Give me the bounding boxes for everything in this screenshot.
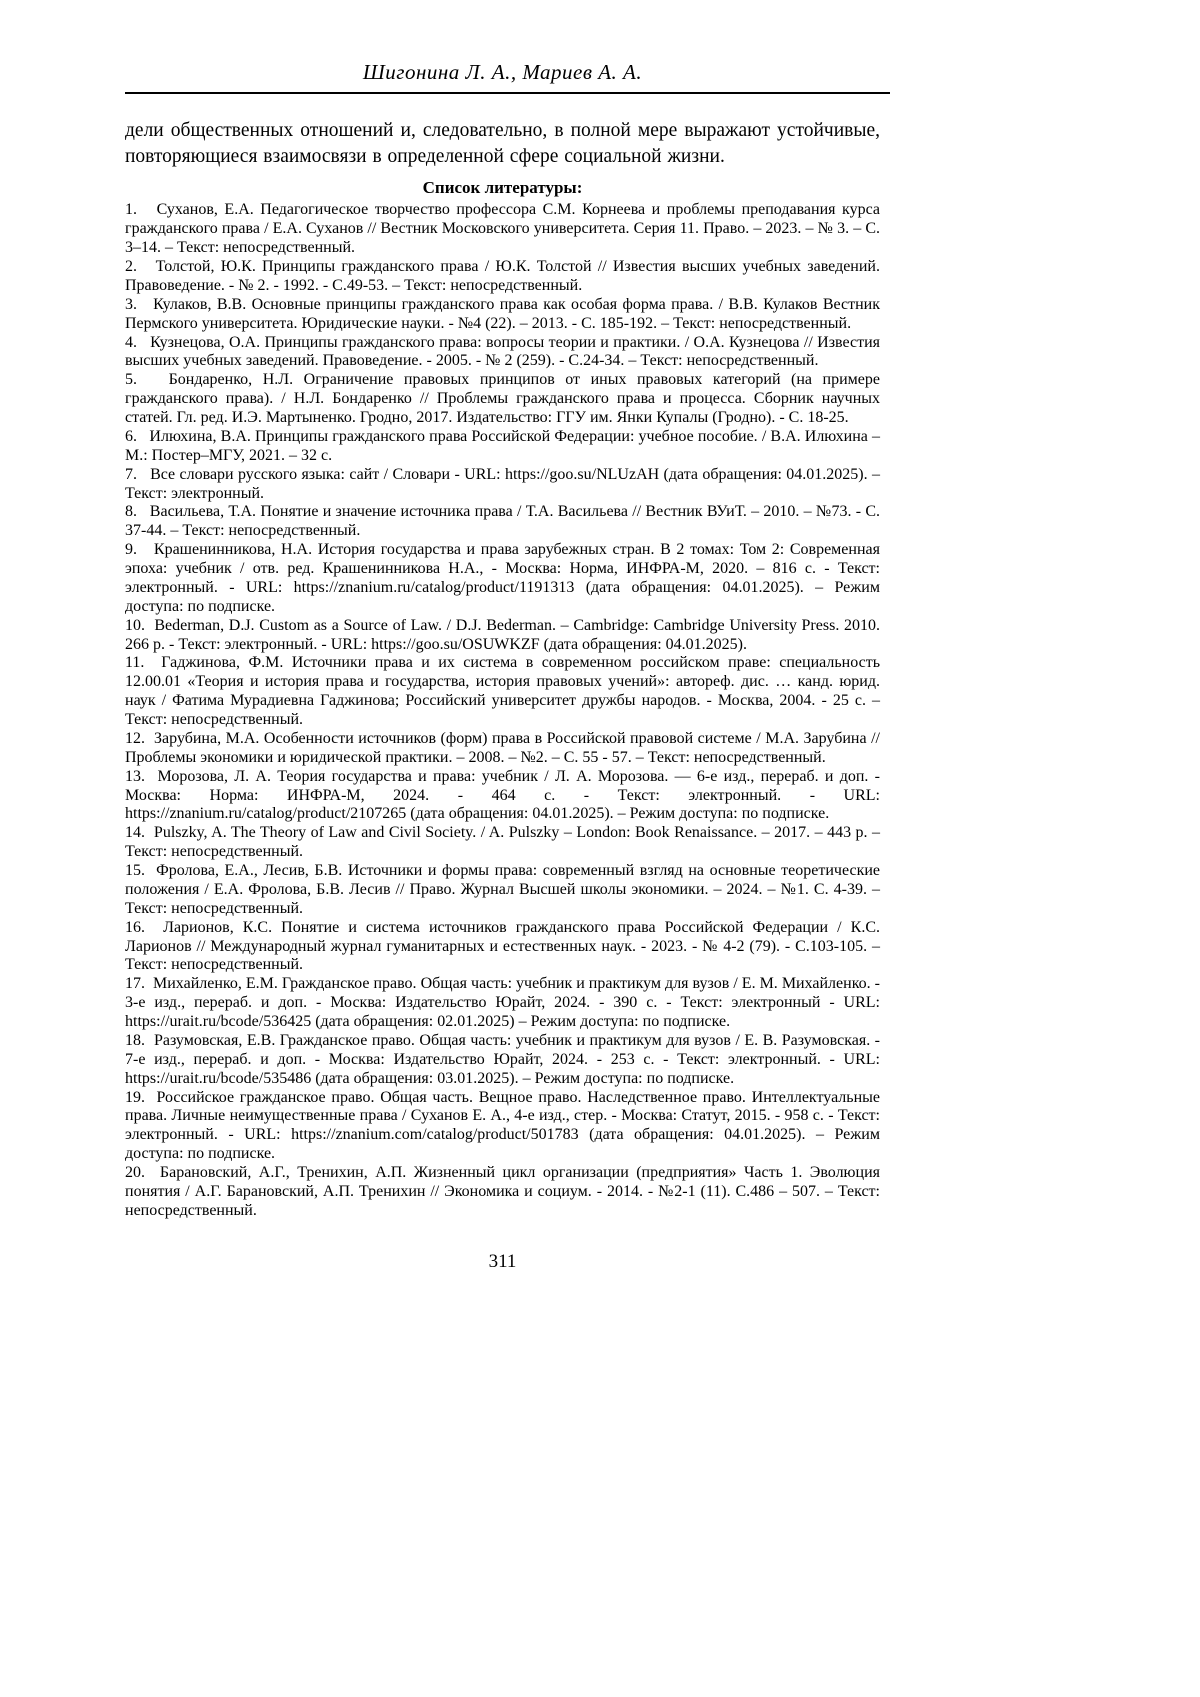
reference-item: 16. Ларионов, К.С. Понятие и система источников гражданского права Российской Федерации / К.С. Ларионов // Международный журнал гуманитарных и естественных наук. - 2023. - № 4-2 (79). - С.103-105. – Текст: непосредственный. [125,918,880,974]
reference-item: 13. Морозова, Л. А. Теория государства и права: учебник / Л. А. Морозова. — 6-е изд., перераб. и доп. - Москва: Норма: ИНФРА-М, 2024. - 464 с. - Текст: электронный. - URL: https://znanium.ru/catalog/product/2107265 (дата обращения: 04.01.2025). – Режим доступа: по подписке. [125,767,880,823]
reference-item: 2. Толстой, Ю.К. Принципы гражданского права / Ю.К. Толстой // Известия высших учебных заведений. Правоведение. - № 2. - 1992. - С.49-53. – Текст: непосредственный. [125,258,880,294]
reference-item: 10. Bederman, D.J. Custom as a Source of Law. / D.J. Bederman. – Cambridge: Cambridge University Press. 2010. 266 p. - Текст: электронный. - URL: https://goo.su/OSUWKZF (дата обращения: 04.01.2025). [125,616,880,653]
reference-item: 15. Фролова, Е.А., Лесив, Б.В. Источники и формы права: современный взгляд на основные теоретические положения / Е.А. Фролова, Б.В. Лесив // Право. Журнал Высшей школы экономики. – 2024. – №1. С. 4-39. – Текст: непосредственный. [125,862,880,917]
reference-item: 19. Российское гражданское право. Общая часть. Вещное право. Наследственное право. Интеллектуальные права. Личные неимущественные права / Суханов Е. А., 4-е изд., стер. - Москва: Статут, 2015. - 958 с. - Текст: электронный. - URL: https://znanium.com/catalog/product/501783 (дата обращения: 04.01.2025). – Режим доступа: по подписке. [125,1088,880,1163]
intro-paragraph: дели общественных отношений и, следовательно, в полной мере выражают устойчивые, повторяющиеся взаимосвязи в определенной сфере социальной жизни. [125,120,880,167]
reference-item: 11. Гаджинова, Ф.М. Источники права и их система в современном российском праве: специальность 12.00.01 «Теория и история права и государства, история правовых учений»: автореф. дис. … канд. юрид. наук / Фатима Мурадиевна Гаджинова; Российский университет дружбы народов. - Москва, 2004. - 25 с. – Текст: непосредственный. [125,654,880,729]
reference-item: 8. Васильева, Т.А. Понятие и значение источника права / Т.А. Васильева // Вестник ВУиТ. – 2010. – №73. - С. 37-44. – Текст: непосредственный. [125,503,880,540]
reference-item: 3. Кулаков, В.В. Основные принципы гражданского права как особая форма права. / В.В. Кулаков Вестник Пермского университета. Юридические науки. - №4 (22). – 2013. - С. 185-192. – Текст: непосредственный. [125,295,880,332]
reference-item: 1. Суханов, Е.А. Педагогическое творчество профессора С.М. Корнеева и проблемы преподавания курса гражданского права / Е.А. Суханов // Вестник Московского университета. Серия 11. Право. – 2023. – № 3. – С. 3–14. – Текст: непосредственный. [125,201,880,257]
reference-item: 17. Михайленко, Е.М. Гражданское право. Общая часть: учебник и практикум для вузов / Е. М. Михайленко. - 3-е изд., перераб. и доп. - Москва: Издательство Юрайт, 2024. - 390 с. - Текст: электронный - URL: https://urait.ru/bcode/536425 (дата обращения: 02.01.2025) – Режим доступа: по подписке. [125,975,880,1031]
reference-item: 6. Илюхина, В.А. Принципы гражданского права Российской Федерации: учебное пособие. / В.А. Илюхина – М.: Постер–МГУ, 2021. – 32 с. [125,427,880,464]
page-content [125,0,880,1273]
reference-item: 14. Pulszky, A. The Theory of Law and Civil Society. / A. Pulszky – London: Book Renaissance. – 2017. – 443 p. – Текст: непосредственный. [125,824,880,861]
reference-item: 5. Бондаренко, Н.Л. Ограничение правовых принципов от иных правовых категорий (на примере гражданского права). / Н.Л. Бондаренко // Проблемы гражданского права и процесса. Сборник научных статей. Гл. ред. И.Э. Мартыненко. Гродно, 2017. Издательство: ГГУ им. Янки Купалы (Гродно). - С. 18-25. [125,371,880,427]
references-title: Список литературы: [422,178,583,198]
reference-item: 9. Крашенинникова, Н.А. История государства и права зарубежных стран. В 2 томах: Том 2: Современная эпоха: учебник / отв. ред. Крашенинникова Н.А., - Москва: Норма, ИНФРА-М, 2020. – 816 с. - Текст: электронный. - URL: https://znanium.ru/catalog/product/1191313 (дата обращения: 04.01.2025). – Режим доступа: по подписке. [125,541,880,615]
reference-item: 4. Кузнецова, О.А. Принципы гражданского права: вопросы теории и практики. / О.А. Кузнецова // Известия высших учебных заведений. Правоведение. - 2005. - № 2 (259). - С.24-34. – Текст: непосредственный. [125,333,880,370]
reference-item: 18. Разумовская, Е.В. Гражданское право. Общая часть: учебник и практикум для вузов / Е. В. Разумовская. - 7-е изд., перераб. и доп. - Москва: Издательство Юрайт, 2024. - 253 с. - Текст: электронный. - URL: https://urait.ru/bcode/535486 (дата обращения: 03.01.2025). – Режим доступа: по подписке. [125,1031,880,1087]
page-number: 311 [488,1250,517,1272]
reference-list [125,201,880,1220]
header-rule [125,92,890,94]
reference-item: 12. Зарубина, М.А. Особенности источников (форм) права в Российской правовой системе / М.А. Зарубина // Проблемы экономики и юридической практики. – 2008. – №2. – С. 55 - 57. – Текст: непосредственный. [125,729,880,766]
reference-item: 20. Барановский, А.Г., Тренихин, А.П. Жизненный цикл организации (предприятия» Часть 1. Эволюция понятия / А.Г. Барановский, А.П. Тренихин // Экономика и социум. - 2014. - №2-1 (11). С.486 – 507. – Текст: непосредственный. [125,1164,880,1219]
reference-item: 7. Все словари русского языка: сайт / Словари - URL: https://goo.su/NLUzAH (дата обращения: 04.01.2025). – Текст: электронный. [125,465,880,502]
page-header-authors: Шигонина Л. А., Мариев А. А. [362,60,643,84]
